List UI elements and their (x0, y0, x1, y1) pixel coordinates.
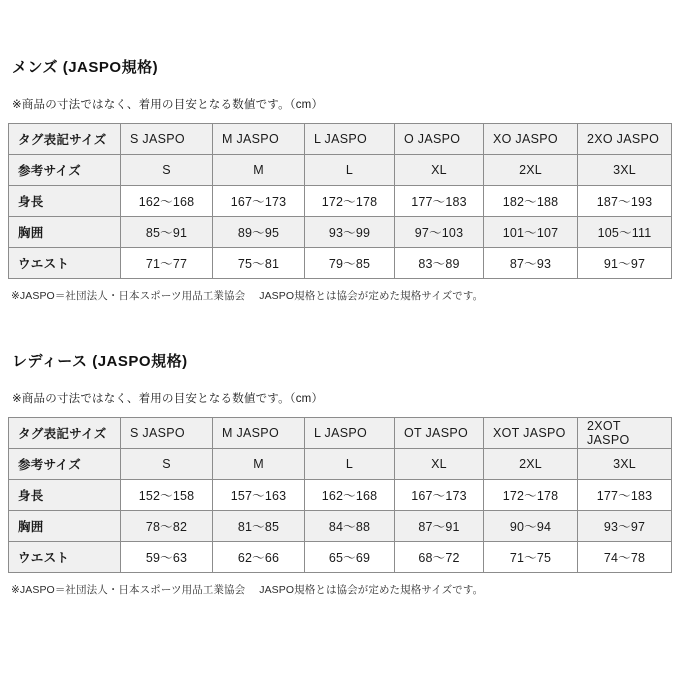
cell: 78〜82 (121, 511, 213, 542)
cell: 83〜89 (395, 248, 484, 279)
row-header-chest: 胸囲 (9, 217, 121, 248)
column-header-tag-size: タグ表記サイズ (9, 124, 121, 155)
mens-section-title: メンズ (JASPO規格) (12, 59, 159, 76)
cell: 167〜173 (395, 480, 484, 511)
cell: 71〜75 (484, 542, 578, 573)
cell: 65〜69 (305, 542, 395, 573)
cell: 74〜78 (578, 542, 672, 573)
mens-footnote-b: JASPO規格とは協会が定めた規格サイズです。 (259, 290, 484, 302)
cell: 85〜91 (121, 217, 213, 248)
table-row (9, 155, 672, 186)
cell: 90〜94 (484, 511, 578, 542)
cell: 157〜163 (213, 480, 305, 511)
cell: 62〜66 (213, 542, 305, 573)
cell: M (213, 155, 305, 186)
womens-size-table (8, 417, 672, 573)
cell: 162〜168 (121, 186, 213, 217)
mens-table-header (9, 124, 672, 155)
row-header-height: 身長 (9, 186, 121, 217)
cell: 177〜183 (395, 186, 484, 217)
cell: 167〜173 (213, 186, 305, 217)
cell: 105〜111 (578, 217, 672, 248)
table-row (9, 217, 672, 248)
cell: 2XL (484, 155, 578, 186)
cell: 152〜158 (121, 480, 213, 511)
womens-table-header (9, 418, 672, 449)
row-header-reference-size: 参考サイズ (9, 155, 121, 186)
womens-footnote-a: ※JASPO＝社団法人・日本スポーツ用品工業協会 (11, 584, 246, 596)
table-row (9, 480, 672, 511)
column-header-2xot: 2XOT JASPO (578, 418, 672, 449)
table-row (9, 449, 672, 480)
column-header-xot: XOT JASPO (484, 418, 578, 449)
cell: 187〜193 (578, 186, 672, 217)
column-header-ot: OT JASPO (395, 418, 484, 449)
table-row (9, 248, 672, 279)
table-row (9, 542, 672, 573)
row-header-height: 身長 (9, 480, 121, 511)
column-header-2xo: 2XO JASPO (578, 124, 672, 155)
cell: L (305, 449, 395, 480)
mens-table-body (9, 155, 672, 279)
cell: 172〜178 (484, 480, 578, 511)
row-header-waist: ウエスト (9, 542, 121, 573)
row-header-waist: ウエスト (9, 248, 121, 279)
mens-footnote (11, 288, 672, 303)
cell: 172〜178 (305, 186, 395, 217)
column-header-xo: XO JASPO (484, 124, 578, 155)
mens-section-note: ※商品の寸法ではなく、着用の目安となる数値です。（cm） (12, 99, 324, 111)
womens-table-body (9, 449, 672, 573)
cell: M (213, 449, 305, 480)
mens-size-table (8, 123, 672, 279)
cell: 87〜93 (484, 248, 578, 279)
cell: XL (395, 155, 484, 186)
cell: 2XL (484, 449, 578, 480)
column-header-s: S JASPO (121, 418, 213, 449)
cell: 3XL (578, 155, 672, 186)
column-header-tag-size: タグ表記サイズ (9, 418, 121, 449)
row-header-chest: 胸囲 (9, 511, 121, 542)
cell: 177〜183 (578, 480, 672, 511)
cell: 93〜99 (305, 217, 395, 248)
womens-footnote-b: JASPO規格とは協会が定めた規格サイズです。 (259, 584, 484, 596)
cell: 182〜188 (484, 186, 578, 217)
cell: 79〜85 (305, 248, 395, 279)
cell: 101〜107 (484, 217, 578, 248)
mens-size-section (8, 0, 672, 303)
table-header-row (9, 418, 672, 449)
table-row (9, 186, 672, 217)
cell: 68〜72 (395, 542, 484, 573)
cell: 97〜103 (395, 217, 484, 248)
column-header-l: L JASPO (305, 418, 395, 449)
cell: L (305, 155, 395, 186)
column-header-m: M JASPO (213, 124, 305, 155)
cell: 75〜81 (213, 248, 305, 279)
cell: 3XL (578, 449, 672, 480)
column-header-o: O JASPO (395, 124, 484, 155)
cell: S (121, 449, 213, 480)
table-header-row (9, 124, 672, 155)
table-row (9, 511, 672, 542)
cell: 91〜97 (578, 248, 672, 279)
womens-section-title: レディース (JASPO規格) (12, 353, 188, 370)
row-header-reference-size: 参考サイズ (9, 449, 121, 480)
cell: 93〜97 (578, 511, 672, 542)
cell: 71〜77 (121, 248, 213, 279)
cell: 81〜85 (213, 511, 305, 542)
column-header-m: M JASPO (213, 418, 305, 449)
cell: 89〜95 (213, 217, 305, 248)
womens-size-section (8, 303, 672, 597)
column-header-s: S JASPO (121, 124, 213, 155)
womens-section-note: ※商品の寸法ではなく、着用の目安となる数値です。（cm） (12, 393, 324, 405)
cell: 84〜88 (305, 511, 395, 542)
cell: 162〜168 (305, 480, 395, 511)
column-header-l: L JASPO (305, 124, 395, 155)
womens-footnote (11, 582, 672, 597)
mens-footnote-a: ※JASPO＝社団法人・日本スポーツ用品工業協会 (11, 290, 246, 302)
cell: 87〜91 (395, 511, 484, 542)
cell: 59〜63 (121, 542, 213, 573)
cell: XL (395, 449, 484, 480)
cell: S (121, 155, 213, 186)
